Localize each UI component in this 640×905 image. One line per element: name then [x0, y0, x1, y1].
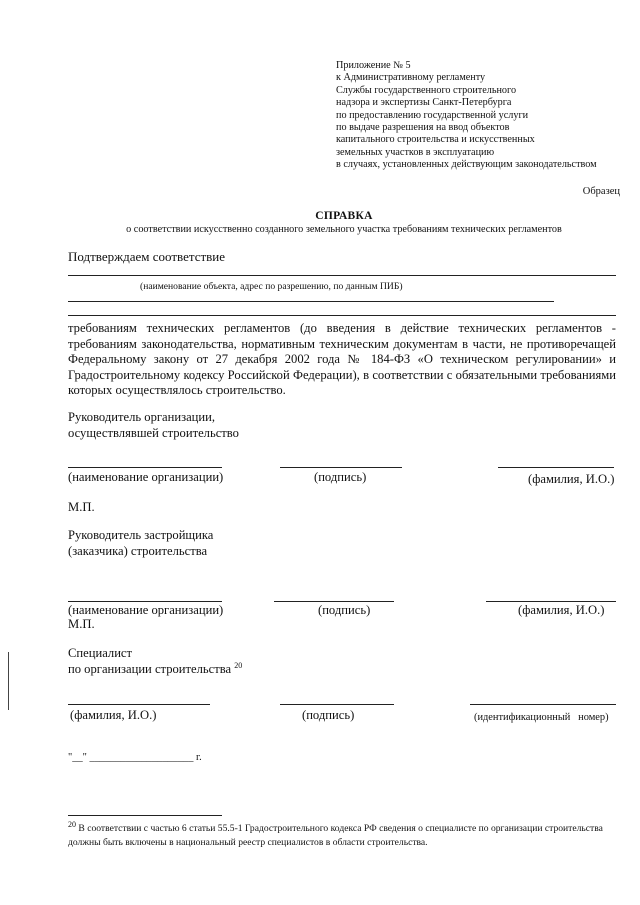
developer-sign-caption: (подпись) — [318, 603, 371, 617]
contractor-org-caption: (наименование организации) — [68, 470, 224, 484]
date-line[interactable] — [68, 752, 202, 763]
footnote-number: 20 — [68, 819, 76, 829]
object-caption: (наименование объекта, адрес по разрешению, по данным ПИБ) — [140, 281, 403, 292]
heading-line: (заказчика) строительства — [68, 544, 208, 558]
heading-line: Руководитель организации, — [68, 410, 216, 424]
document-title: СПРАВКА — [315, 210, 373, 222]
appendix-line: капитального строительства и искусственных — [336, 134, 535, 146]
appendix-line: земельных участков в эксплуатацию — [336, 146, 495, 158]
object-name-line-2[interactable] — [68, 301, 554, 302]
developer-org-caption: (наименование организации) — [68, 603, 224, 617]
footnote-text: В соответствии с частью 6 статьи 55.5-1 Градостроительного кодекса РФ сведения о специалисте по организации строительства должны быть включены в национальный реестр специалистов в области строительства. — [68, 823, 603, 848]
object-name-line[interactable] — [68, 275, 616, 276]
stamp-label: М.П. — [68, 500, 95, 514]
main-paragraph: требованиям технических регламентов (до введения в действие технических регламентов - требованиям законодательства, нормативным техническим документам в части, не противоречащей Федеральному закону от 27 декабря 2002 года № 184-ФЗ «О техническом регулировании» и Градостроительному кодексу Российской Федерации), в соответствии с обязательными требованиями которых осуществлялось строительство. — [68, 321, 616, 398]
appendix-line: Приложение № 5 — [336, 60, 411, 71]
section-contractor-heading — [68, 409, 239, 441]
specialist-id-line[interactable] — [470, 704, 616, 705]
section-developer-heading — [68, 527, 213, 559]
date-year-suffix: г. — [196, 752, 202, 763]
footnote — [68, 819, 616, 849]
developer-sign-line[interactable] — [274, 601, 394, 602]
contractor-name-line[interactable] — [498, 467, 614, 468]
specialist-sign-caption: (подпись) — [302, 708, 355, 722]
heading-line: Специалист — [68, 646, 133, 660]
specialist-name-caption: (фамилия, И.О.) — [70, 708, 157, 722]
specialist-sign-line[interactable] — [280, 704, 394, 705]
date-quote-open: " — [68, 752, 73, 763]
object-name-line-3[interactable] — [68, 315, 616, 316]
appendix-line: надзора и экспертизы Санкт-Петербурга — [336, 97, 512, 109]
contractor-sign-caption: (подпись) — [314, 470, 367, 484]
contractor-sign-line[interactable] — [280, 467, 402, 468]
heading-line: осуществлявшей строительство — [68, 426, 239, 440]
appendix-line: в случаях, установленных действующим законодательством — [336, 159, 597, 171]
appendix-line: по выдаче разрешения на ввод объектов — [336, 122, 510, 134]
footnote-separator — [68, 815, 222, 816]
appendix-header — [336, 60, 597, 172]
specialist-name-line[interactable] — [68, 704, 210, 705]
document-subtitle: о соответствии искусственно созданного земельного участка требованиям технических регламентов — [126, 224, 562, 235]
appendix-line: по предоставлению государственной услуги — [336, 109, 529, 121]
date-month-blank[interactable]: ____________________ — [89, 752, 194, 763]
sample-label: Образец — [582, 186, 620, 197]
developer-name-line[interactable] — [486, 601, 616, 602]
contractor-org-line[interactable] — [68, 467, 222, 468]
contractor-name-caption: (фамилия, И.О.) — [528, 472, 615, 486]
date-day-blank[interactable]: __ — [72, 752, 83, 763]
margin-mark — [8, 652, 9, 710]
heading-line: Руководитель застройщика — [68, 528, 214, 542]
specialist-id-caption: (идентификационный номер) — [474, 712, 609, 723]
heading-line: по организации строительства — [68, 662, 232, 676]
developer-org-line[interactable] — [68, 601, 222, 602]
developer-name-caption: (фамилия, И.О.) — [518, 603, 605, 617]
footnote-ref: 20 — [234, 660, 243, 670]
appendix-line: к Административному регламенту — [336, 72, 486, 84]
appendix-line: Службы государственного строительного — [336, 84, 517, 96]
stamp-label: М.П. — [68, 617, 95, 631]
confirm-text: Подтверждаем соответствие — [68, 249, 226, 264]
section-specialist-heading — [68, 645, 242, 677]
date-quote-close: " — [82, 752, 87, 763]
